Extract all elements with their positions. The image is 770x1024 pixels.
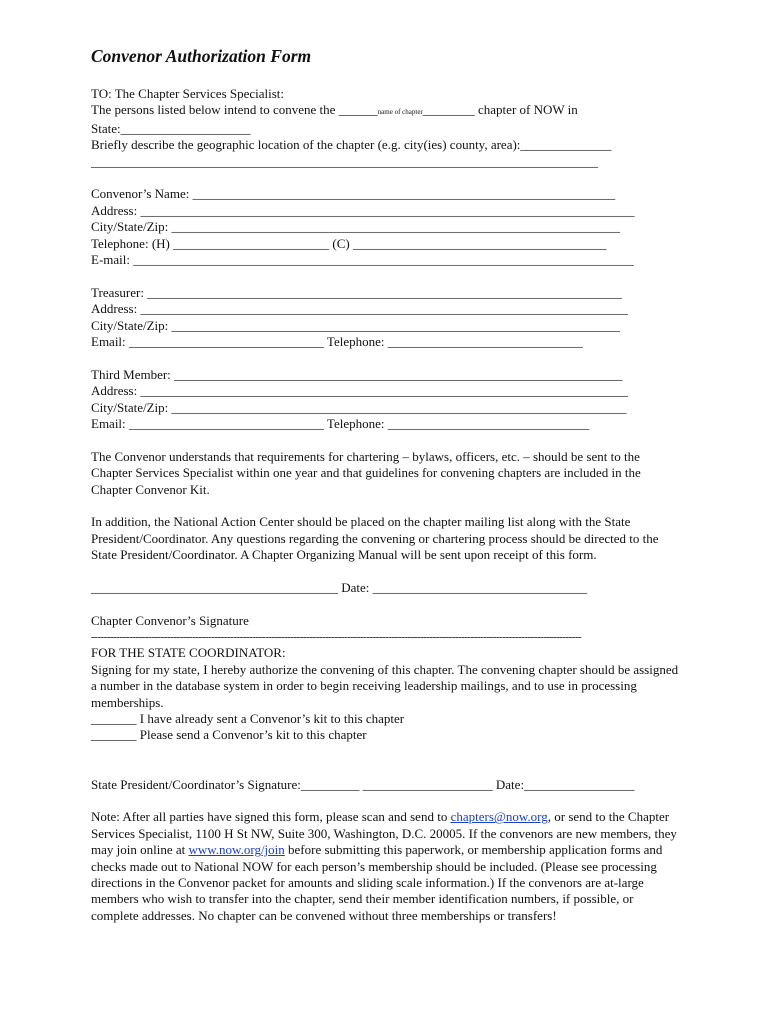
third-member-section xyxy=(91,367,681,433)
intro-prefix: The persons listed below intend to convene the xyxy=(91,102,339,118)
to-line: TO: The Chapter Services Specialist: xyxy=(91,86,285,101)
location-description-field[interactable]: Briefly describe the geographic location of the chapter (e.g. city(ies) county, area):______________ xyxy=(91,137,612,153)
chartering-requirements-paragraph: The Convenor understands that requirements for chartering – bylaws, officers, etc. – should be sent to the Chapter Services Specialist within one year and that guidelines for convening chapters are included in the Chapter Convenor Kit. xyxy=(91,448,641,497)
treasurer-address-field[interactable]: Address: ___________________________________________________________________________ xyxy=(91,301,628,317)
chapters-email-link[interactable]: chapters@now.org xyxy=(450,809,548,825)
kit-already-sent-option[interactable]: _______ I have already sent a Convenor’s kit to this chapter xyxy=(91,710,405,726)
intro-suffix: chapter of NOW in xyxy=(474,102,578,118)
convenor-email-field[interactable]: E-mail: _____________________________________________________________________________ xyxy=(91,252,634,268)
note-text-1: Note: After all parties have signed this form, please scan and send to xyxy=(91,809,451,825)
convenor-telephone-field[interactable]: Telephone: (H) ________________________ (C) _______________________________________ xyxy=(91,235,607,251)
form-page xyxy=(91,46,681,924)
state-field[interactable]: State:____________________ xyxy=(91,120,251,136)
treasurer-email-phone-field[interactable]: Email: ______________________________ Telephone: ______________________________ xyxy=(91,334,583,350)
send-kit-option[interactable]: _______ Please send a Convenor’s kit to this chapter xyxy=(91,727,367,743)
convenor-section xyxy=(91,186,681,268)
state-coordinator-body: Signing for my state, I hereby authorize the convening of this chapter. The convening chapter should be assigned a number in the database system in order to begin receiving leadership mailings, and to use in processing memberships. xyxy=(91,661,679,710)
convenor-address-field[interactable]: Address: ____________________________________________________________________________ xyxy=(91,202,635,218)
convenor-signature-date-field[interactable]: ______________________________________ Date: _________________________________ xyxy=(91,580,588,596)
third-member-email-phone-field[interactable]: Email: ______________________________ Telephone: _______________________________ xyxy=(91,416,590,432)
note-text-2: , or send to the Chapter Services Specialist, 1100 H St NW, Suite 300, Washington, D.C. 20005. If the convenors are new members, they may join online at xyxy=(91,809,677,858)
third-member-city-field[interactable]: City/State/Zip: ______________________________________________________________________ xyxy=(91,399,627,415)
third-member-name-field[interactable]: Third Member: _____________________________________________________________________ xyxy=(91,366,623,382)
convenor-signature-label: Chapter Convenor’s Signature xyxy=(91,612,249,628)
state-coordinator-heading: FOR THE STATE COORDINATOR: xyxy=(91,645,286,661)
convenor-name-field[interactable]: Convenor’s Name: _________________________________________________________________ xyxy=(91,186,616,202)
third-member-address-field[interactable]: Address: ___________________________________________________________________________ xyxy=(91,383,628,399)
treasurer-city-field[interactable]: City/State/Zip: _____________________________________________________________________ xyxy=(91,317,621,333)
intro-line xyxy=(91,102,681,120)
treasurer-name-field[interactable]: Treasurer: _________________________________________________________________________ xyxy=(91,284,622,300)
chapter-name-hint: name of chapter xyxy=(377,108,423,117)
submission-note xyxy=(91,809,681,924)
section-divider: ----------------------------------------------------------------------------------------------------------------------------------------------------------- xyxy=(91,631,582,644)
note-text-3: before submitting this paperwork, or membership application forms and checks made out to National NOW for each person’s membership should be included. (Please see processing directions in the Convenor packet for amounts and sliding scale information.) If the convenors are at-large members who wish to transfer into the chapter, send their member identification numbers, if possible, or complete addresses. No chapter can be convened without three memberships or transfers! xyxy=(91,842,663,923)
mailing-list-paragraph: In addition, the National Action Center should be placed on the chapter mailing list along with the State President/Coordinator. Any questions regarding the convening or chartering process should be directed to the State President/Coordinator. A Chapter Organizing Manual will be sent upon receipt of this form. xyxy=(91,514,659,563)
form-title: Convenor Authorization Form xyxy=(91,46,312,66)
state-president-signature-field[interactable]: State President/Coordinator’s Signature:_________ ____________________ Date:_________________ xyxy=(91,776,635,792)
location-description-continued[interactable]: ______________________________________________________________________________ xyxy=(91,153,598,169)
treasurer-section xyxy=(91,285,681,351)
chapter-name-blank-left[interactable]: ______ xyxy=(338,102,378,118)
join-now-link[interactable]: www.now.org/join xyxy=(188,842,285,858)
chapter-name-blank-right[interactable]: ________ xyxy=(422,102,475,118)
convenor-city-field[interactable]: City/State/Zip: _____________________________________________________________________ xyxy=(91,219,621,235)
